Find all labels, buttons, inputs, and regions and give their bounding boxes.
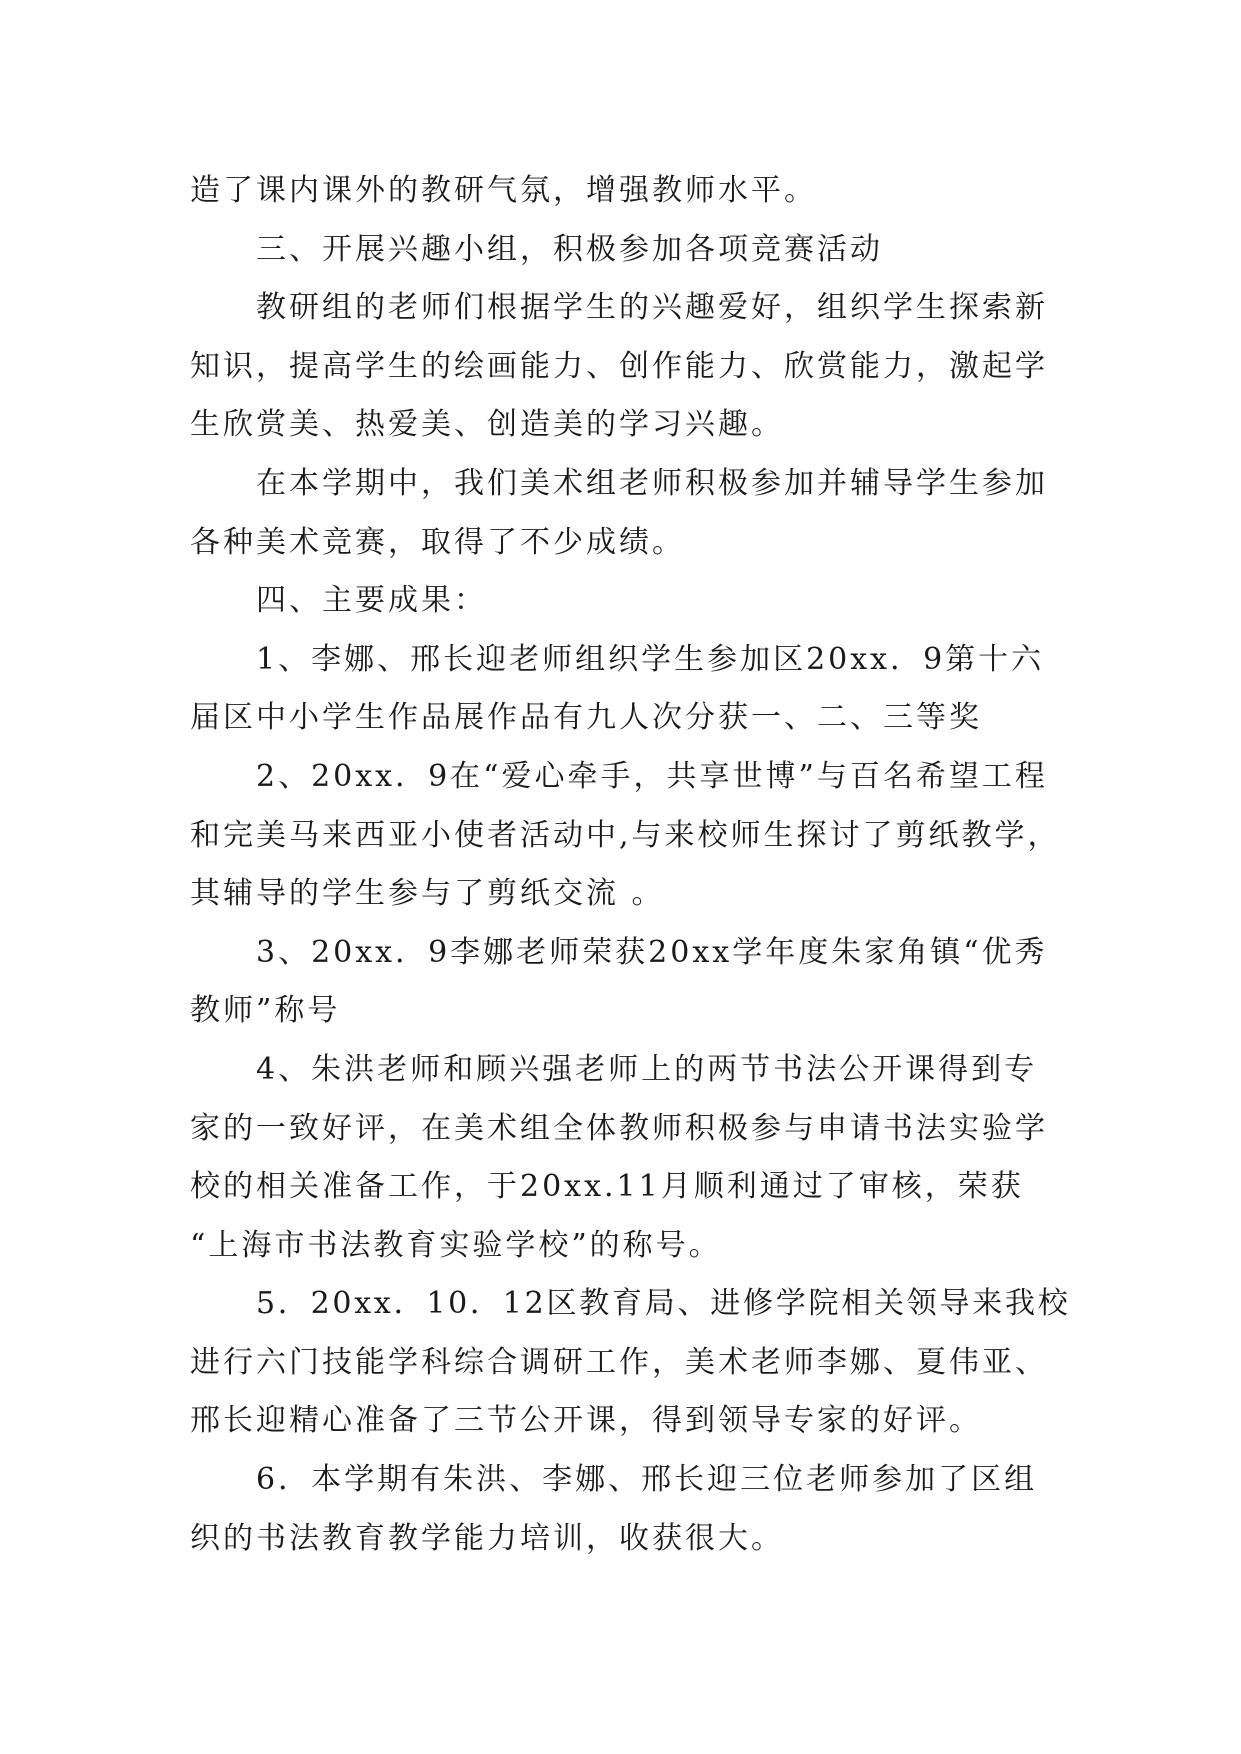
text-line: 6．本学期有朱洪、李娜、邢长迎三位老师参加了区组 (256, 1462, 1038, 1498)
text-line: 三、开展兴趣小组，积极参加各项竞赛活动 (256, 231, 883, 267)
text-line: 在本学期中，我们美术组老师积极参加并辅导学生参加 (256, 465, 1048, 501)
text-line: 进行六门技能学科综合调研工作，美术老师李娜、夏伟亚、 (190, 1344, 1048, 1380)
text-line: 5．20xx．10．12区教育局、进修学院相关领导来我校 (256, 1286, 1071, 1322)
text-line: 1、李娜、邢长迎老师组织学生参加区20xx．9第十六 (256, 641, 1045, 677)
text-line: 四、主要成果： (256, 583, 487, 619)
text-line: 其辅导的学生参与了剪纸交流 。 (190, 876, 665, 912)
text-line: 教研组的老师们根据学生的兴趣爱好，组织学生探索新 (256, 290, 1048, 326)
text-line: 生欣赏美、热爱美、创造美的学习兴趣。 (190, 407, 784, 443)
text-line: 邢长迎精心准备了三节公开课，得到领导专家的好评。 (190, 1403, 982, 1439)
text-line: 校的相关准备工作，于20xx.11月顺利通过了审核，荣获 (190, 1169, 1024, 1205)
text-line: 织的书法教育教学能力培训，收获很大。 (190, 1520, 784, 1556)
text-line: “上海市书法教育实验学校”的称号。 (190, 1227, 722, 1263)
text-line: 4、朱洪老师和顾兴强老师上的两节书法公开课得到专 (256, 1051, 1038, 1087)
text-line: 和完美马来西亚小使者活动中,与来校师生探讨了剪纸教学， (190, 817, 1061, 853)
text-line: 知识，提高学生的绘画能力、创作能力、欣赏能力，激起学 (190, 348, 1048, 384)
text-line: 2、20xx．9在“爱心牵手，共享世博”与百名希望工程 (256, 758, 1048, 794)
text-line: 届区中小学生作品展作品有九人次分获一、二、三等奖 (190, 700, 982, 736)
document-body (190, 162, 1070, 1568)
text-line: 教师”称号 (190, 993, 341, 1029)
text-line: 各种美术竞赛，取得了不少成绩。 (190, 524, 685, 560)
text-line: 3、20xx．9李娜老师荣获20xx学年度朱家角镇“优秀 (256, 934, 1048, 970)
text-line: 造了课内课外的教研气氛，增强教师水平。 (190, 173, 817, 208)
text-line: 家的一致好评，在美术组全体教师积极参与申请书法实验学 (190, 1110, 1048, 1146)
